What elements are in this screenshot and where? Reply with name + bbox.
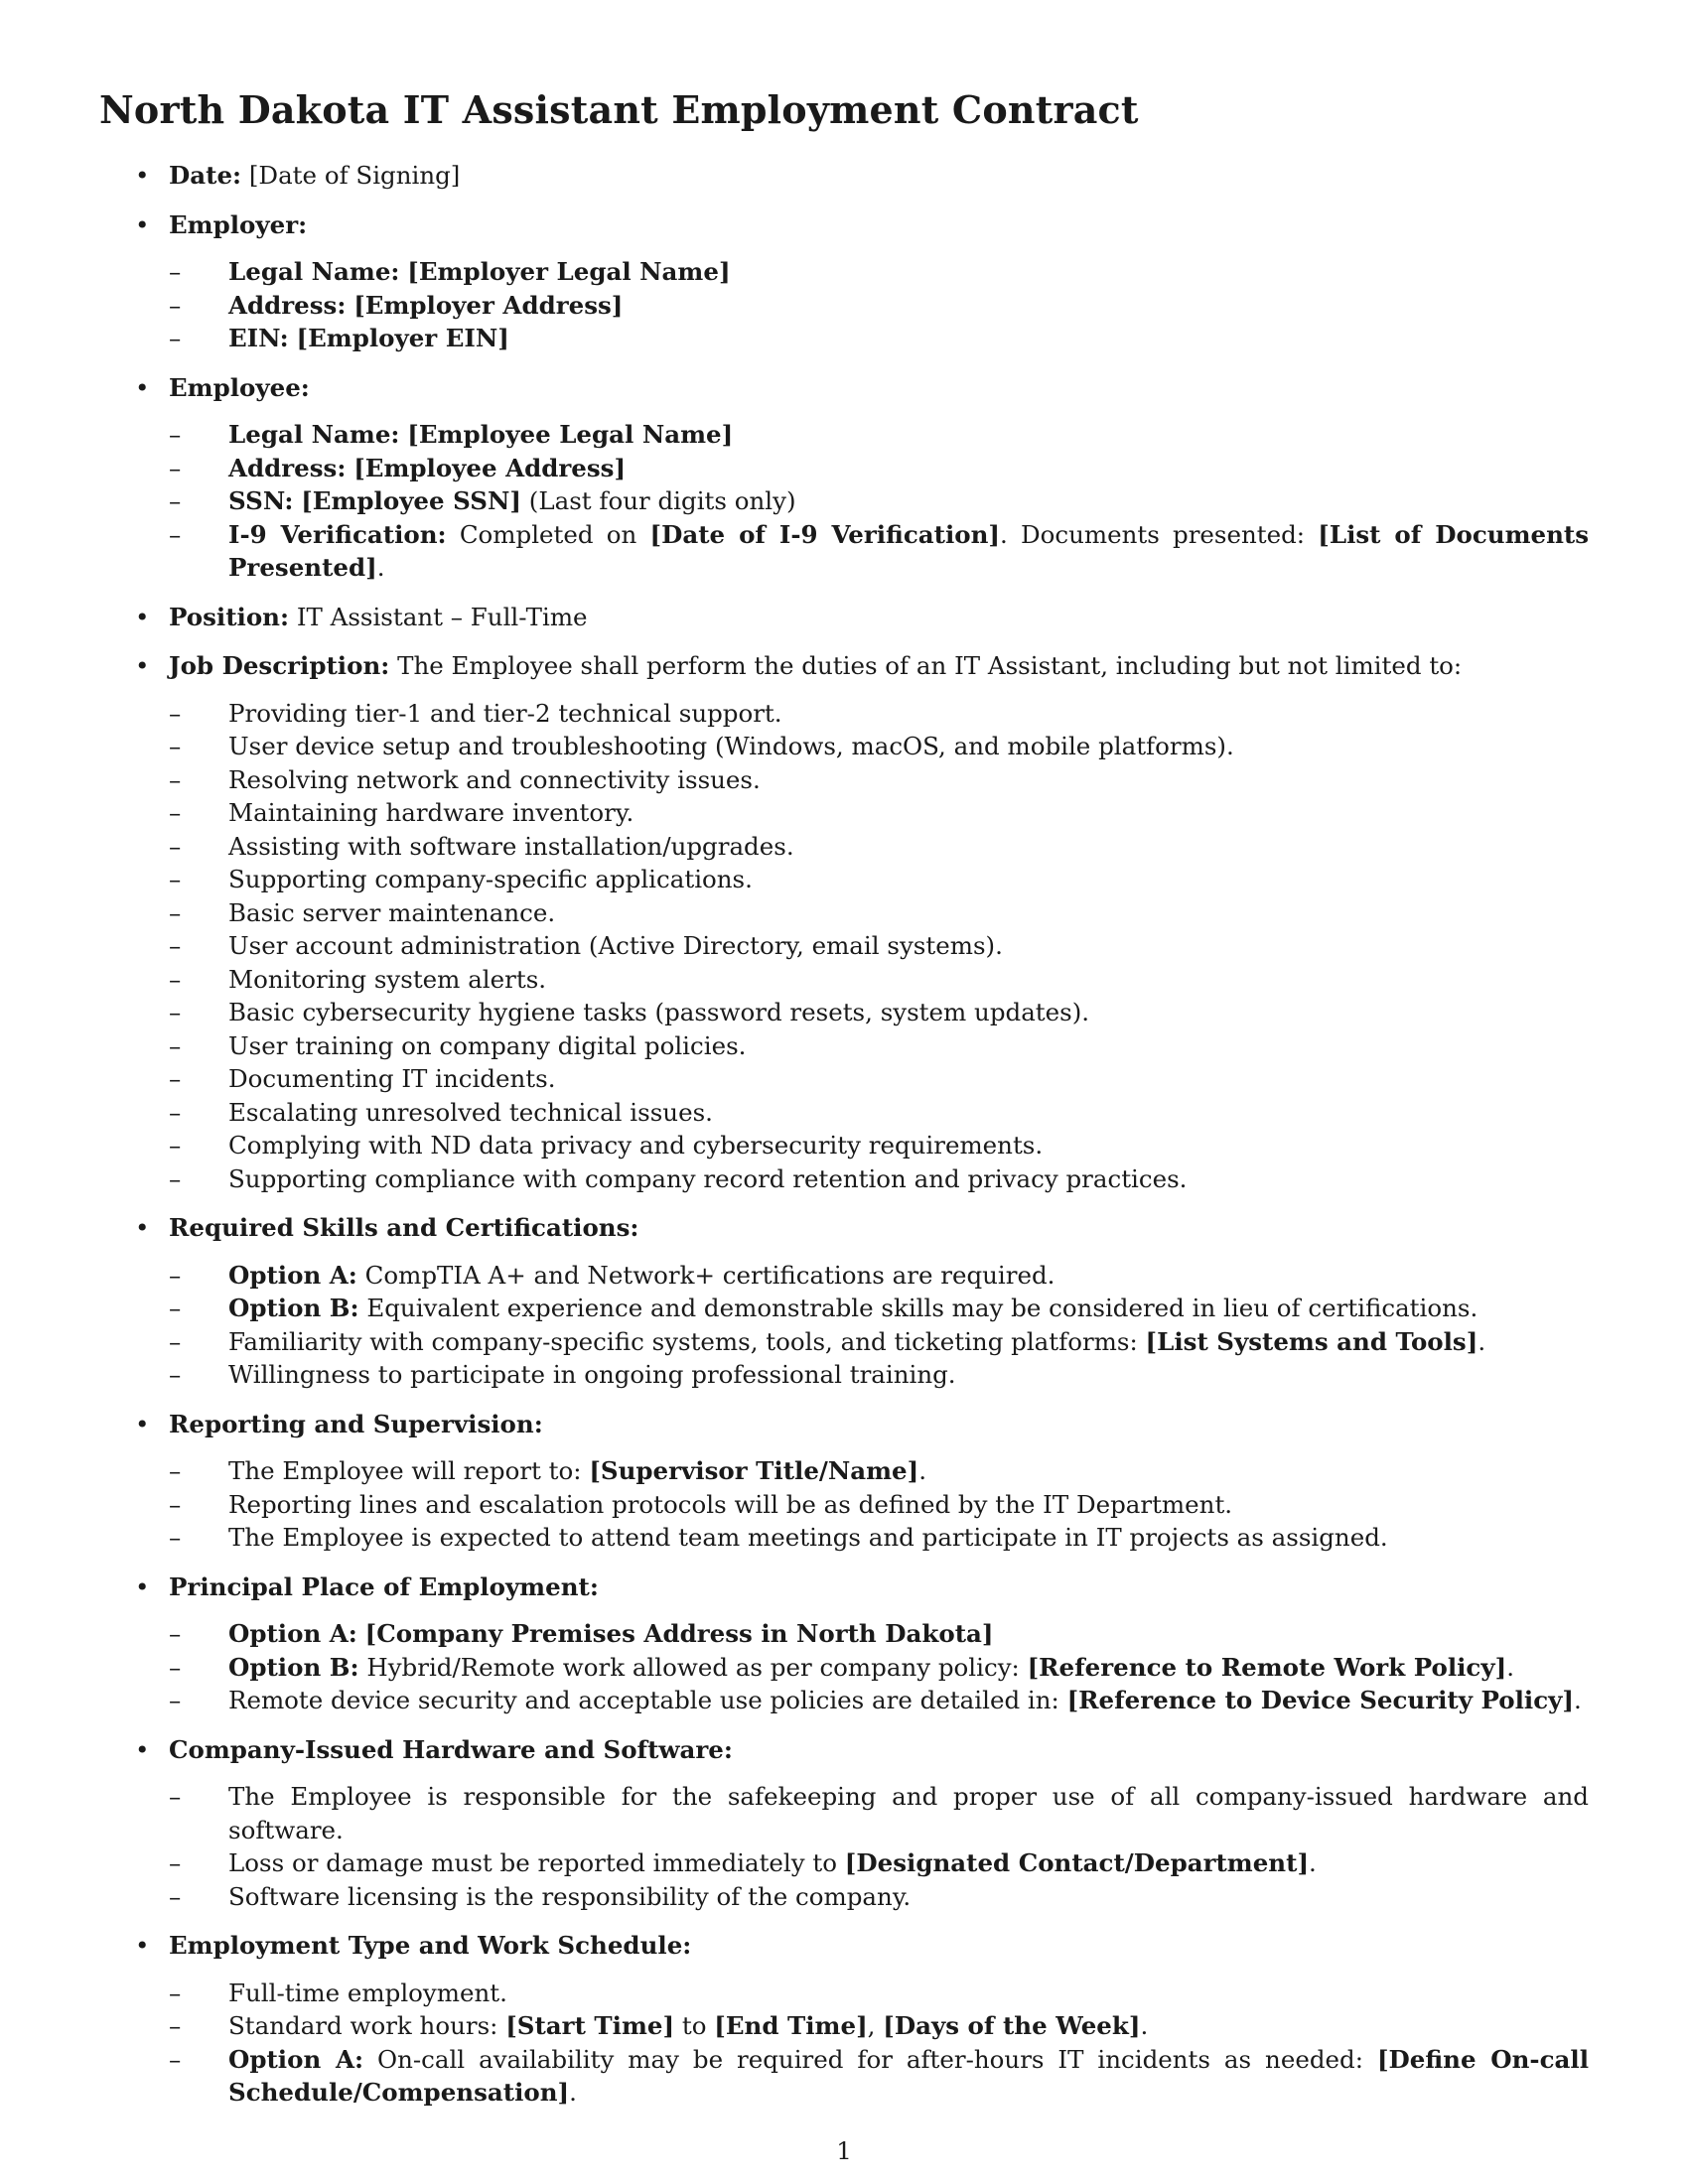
list-item: – Basic server maintenance. — [169, 897, 556, 927]
place-item — [99, 1570, 1589, 1604]
bullet: • — [135, 1409, 150, 1438]
hardware-list — [99, 1780, 1589, 1913]
list-item: – User device setup and troubleshooting (Windows, macOS, and mobile platforms). — [169, 732, 1234, 760]
hardware-loss: – Loss or damage must be reported immediately to [Designated Contact/Department]. — [169, 1848, 1317, 1877]
date-value: [Date of Signing] — [248, 161, 461, 190]
position-item — [99, 601, 1589, 634]
list-item: – Supporting compliance with company record retention and privacy practices. — [169, 1163, 1188, 1193]
list-item: – Resolving network and connectivity issues. — [169, 764, 761, 794]
place-label: Principal Place of Employment: — [169, 1571, 599, 1601]
schedule-list — [99, 1977, 1589, 2110]
list-item: – Monitoring system alerts. — [169, 964, 547, 994]
skills-list — [99, 1259, 1589, 1392]
employer-legal-name: – Legal Name: [Employer Legal Name] — [169, 257, 731, 286]
list-item: – Documenting IT incidents. — [169, 1064, 556, 1093]
list-item: – Complying with ND data privacy and cybersecurity requirements. — [169, 1131, 1044, 1160]
employee-label: Employee: — [169, 372, 310, 402]
list-item: – Basic cybersecurity hygiene tasks (password resets, system updates). — [169, 998, 1090, 1026]
employee-item — [99, 371, 1589, 405]
schedule-option-a: – Option A: On-call availability may be required for after-hours IT incidents as needed: [Define On-call Schedule/Compensation]. — [169, 2044, 1590, 2107]
list-item: – User training on company digital policies. — [169, 1030, 747, 1060]
bullet: • — [135, 161, 150, 190]
employee-legal-name: – Legal Name: [Employee Legal Name] — [169, 420, 734, 449]
place-option-b: – Option B: Hybrid/Remote work allowed as per company policy: [Reference to Remote Work Policy]. — [169, 1652, 1514, 1682]
bullet: • — [135, 1931, 150, 1960]
place-option-a: – Option A: [Company Premises Address in North Dakota] — [169, 1619, 994, 1648]
skills-option-a: – Option A: CompTIA A+ and Network+ certifications are required. — [169, 1260, 1055, 1290]
bullet: • — [135, 1734, 150, 1764]
employer-ein: – EIN: [Employer EIN] — [169, 324, 509, 352]
hardware-safekeeping: – The Employee is responsible for the safekeeping and proper use of all company-issued hardware and software. — [169, 1782, 1589, 1844]
bullet: • — [135, 372, 150, 402]
hardware-licensing: – Software licensing is the responsibility of the company. — [169, 1881, 912, 1911]
reporting-meetings: – The Employee is expected to attend team meetings and participate in IT projects as assigned. — [169, 1523, 1388, 1552]
employee-details — [99, 418, 1589, 585]
list-item: – Escalating unresolved technical issues. — [169, 1097, 713, 1127]
contract-content — [99, 159, 1589, 2125]
skills-item — [99, 1211, 1589, 1245]
page-title: North Dakota IT Assistant Employment Contract — [99, 87, 1139, 132]
skills-familiarity: – Familiarity with company-specific systems, tools, and ticketing platforms: [List Systems and Tools]. — [169, 1326, 1486, 1356]
skills-training: – Willingness to participate in ongoing professional training. — [169, 1360, 956, 1389]
reporting-item — [99, 1408, 1589, 1441]
employee-address: – Address: [Employee Address] — [169, 453, 627, 482]
skills-label: Required Skills and Certifications: — [169, 1213, 639, 1242]
employer-details — [99, 255, 1589, 355]
list-item: – Providing tier-1 and tier-2 technical support. — [169, 698, 782, 728]
reporting-lines: – Reporting lines and escalation protocols will be as defined by the IT Department. — [169, 1489, 1233, 1519]
schedule-item — [99, 1929, 1589, 1963]
skills-option-b: – Option B: Equivalent experience and demonstrable skills may be considered in lieu of certifications. — [169, 1294, 1478, 1322]
employer-label: Employer: — [169, 209, 308, 239]
list-item: – User account administration (Active Directory, email systems). — [169, 931, 1003, 960]
date-item — [99, 159, 1589, 193]
schedule-hours: – Standard work hours: [Start Time] to [End Time], [Days of the Week]. — [169, 2011, 1149, 2040]
hardware-item — [99, 1733, 1589, 1767]
job-duties-list — [99, 697, 1589, 1196]
place-security: – Remote device security and acceptable use policies are detailed in: [Reference to Device Security Policy]. — [169, 1686, 1582, 1714]
bullet: • — [135, 1213, 150, 1242]
bullet: • — [135, 651, 150, 680]
employer-item — [99, 208, 1589, 242]
bullet: • — [135, 1571, 150, 1601]
position-value: IT Assistant – Full-Time — [296, 602, 588, 631]
list-item: – Maintaining hardware inventory. — [169, 798, 634, 827]
place-list — [99, 1617, 1589, 1717]
bullet: • — [135, 602, 150, 631]
schedule-fulltime: – Full-time employment. — [169, 1978, 507, 2007]
hardware-label: Company-Issued Hardware and Software: — [169, 1734, 733, 1764]
bullet: • — [135, 209, 150, 239]
date-label: Date: — [169, 161, 242, 190]
position-label: Position: — [169, 602, 290, 631]
employee-i9-verification: – I-9 Verification: Completed on [Date of I-9 Verification]. Documents presented: [List of Documents Presented]. — [169, 519, 1590, 582]
reporting-list — [99, 1454, 1589, 1555]
schedule-label: Employment Type and Work Schedule: — [169, 1931, 692, 1960]
reporting-report-to: – The Employee will report to: [Supervisor Title/Name]. — [169, 1456, 927, 1485]
job-description-label: Job Description: — [169, 651, 390, 680]
page-number: 1 — [836, 2136, 852, 2165]
job-description-intro: The Employee shall perform the duties of an IT Assistant, including but not limited to: — [397, 651, 1463, 680]
employee-ssn: – SSN: [Employee SSN] (Last four digits only) — [169, 486, 796, 515]
list-item: – Supporting company-specific applications. — [169, 865, 753, 893]
employer-address: – Address: [Employer Address] — [169, 290, 624, 320]
reporting-label: Reporting and Supervision: — [169, 1409, 543, 1438]
list-item: – Assisting with software installation/upgrades. — [169, 831, 794, 861]
job-description-item — [99, 649, 1589, 683]
